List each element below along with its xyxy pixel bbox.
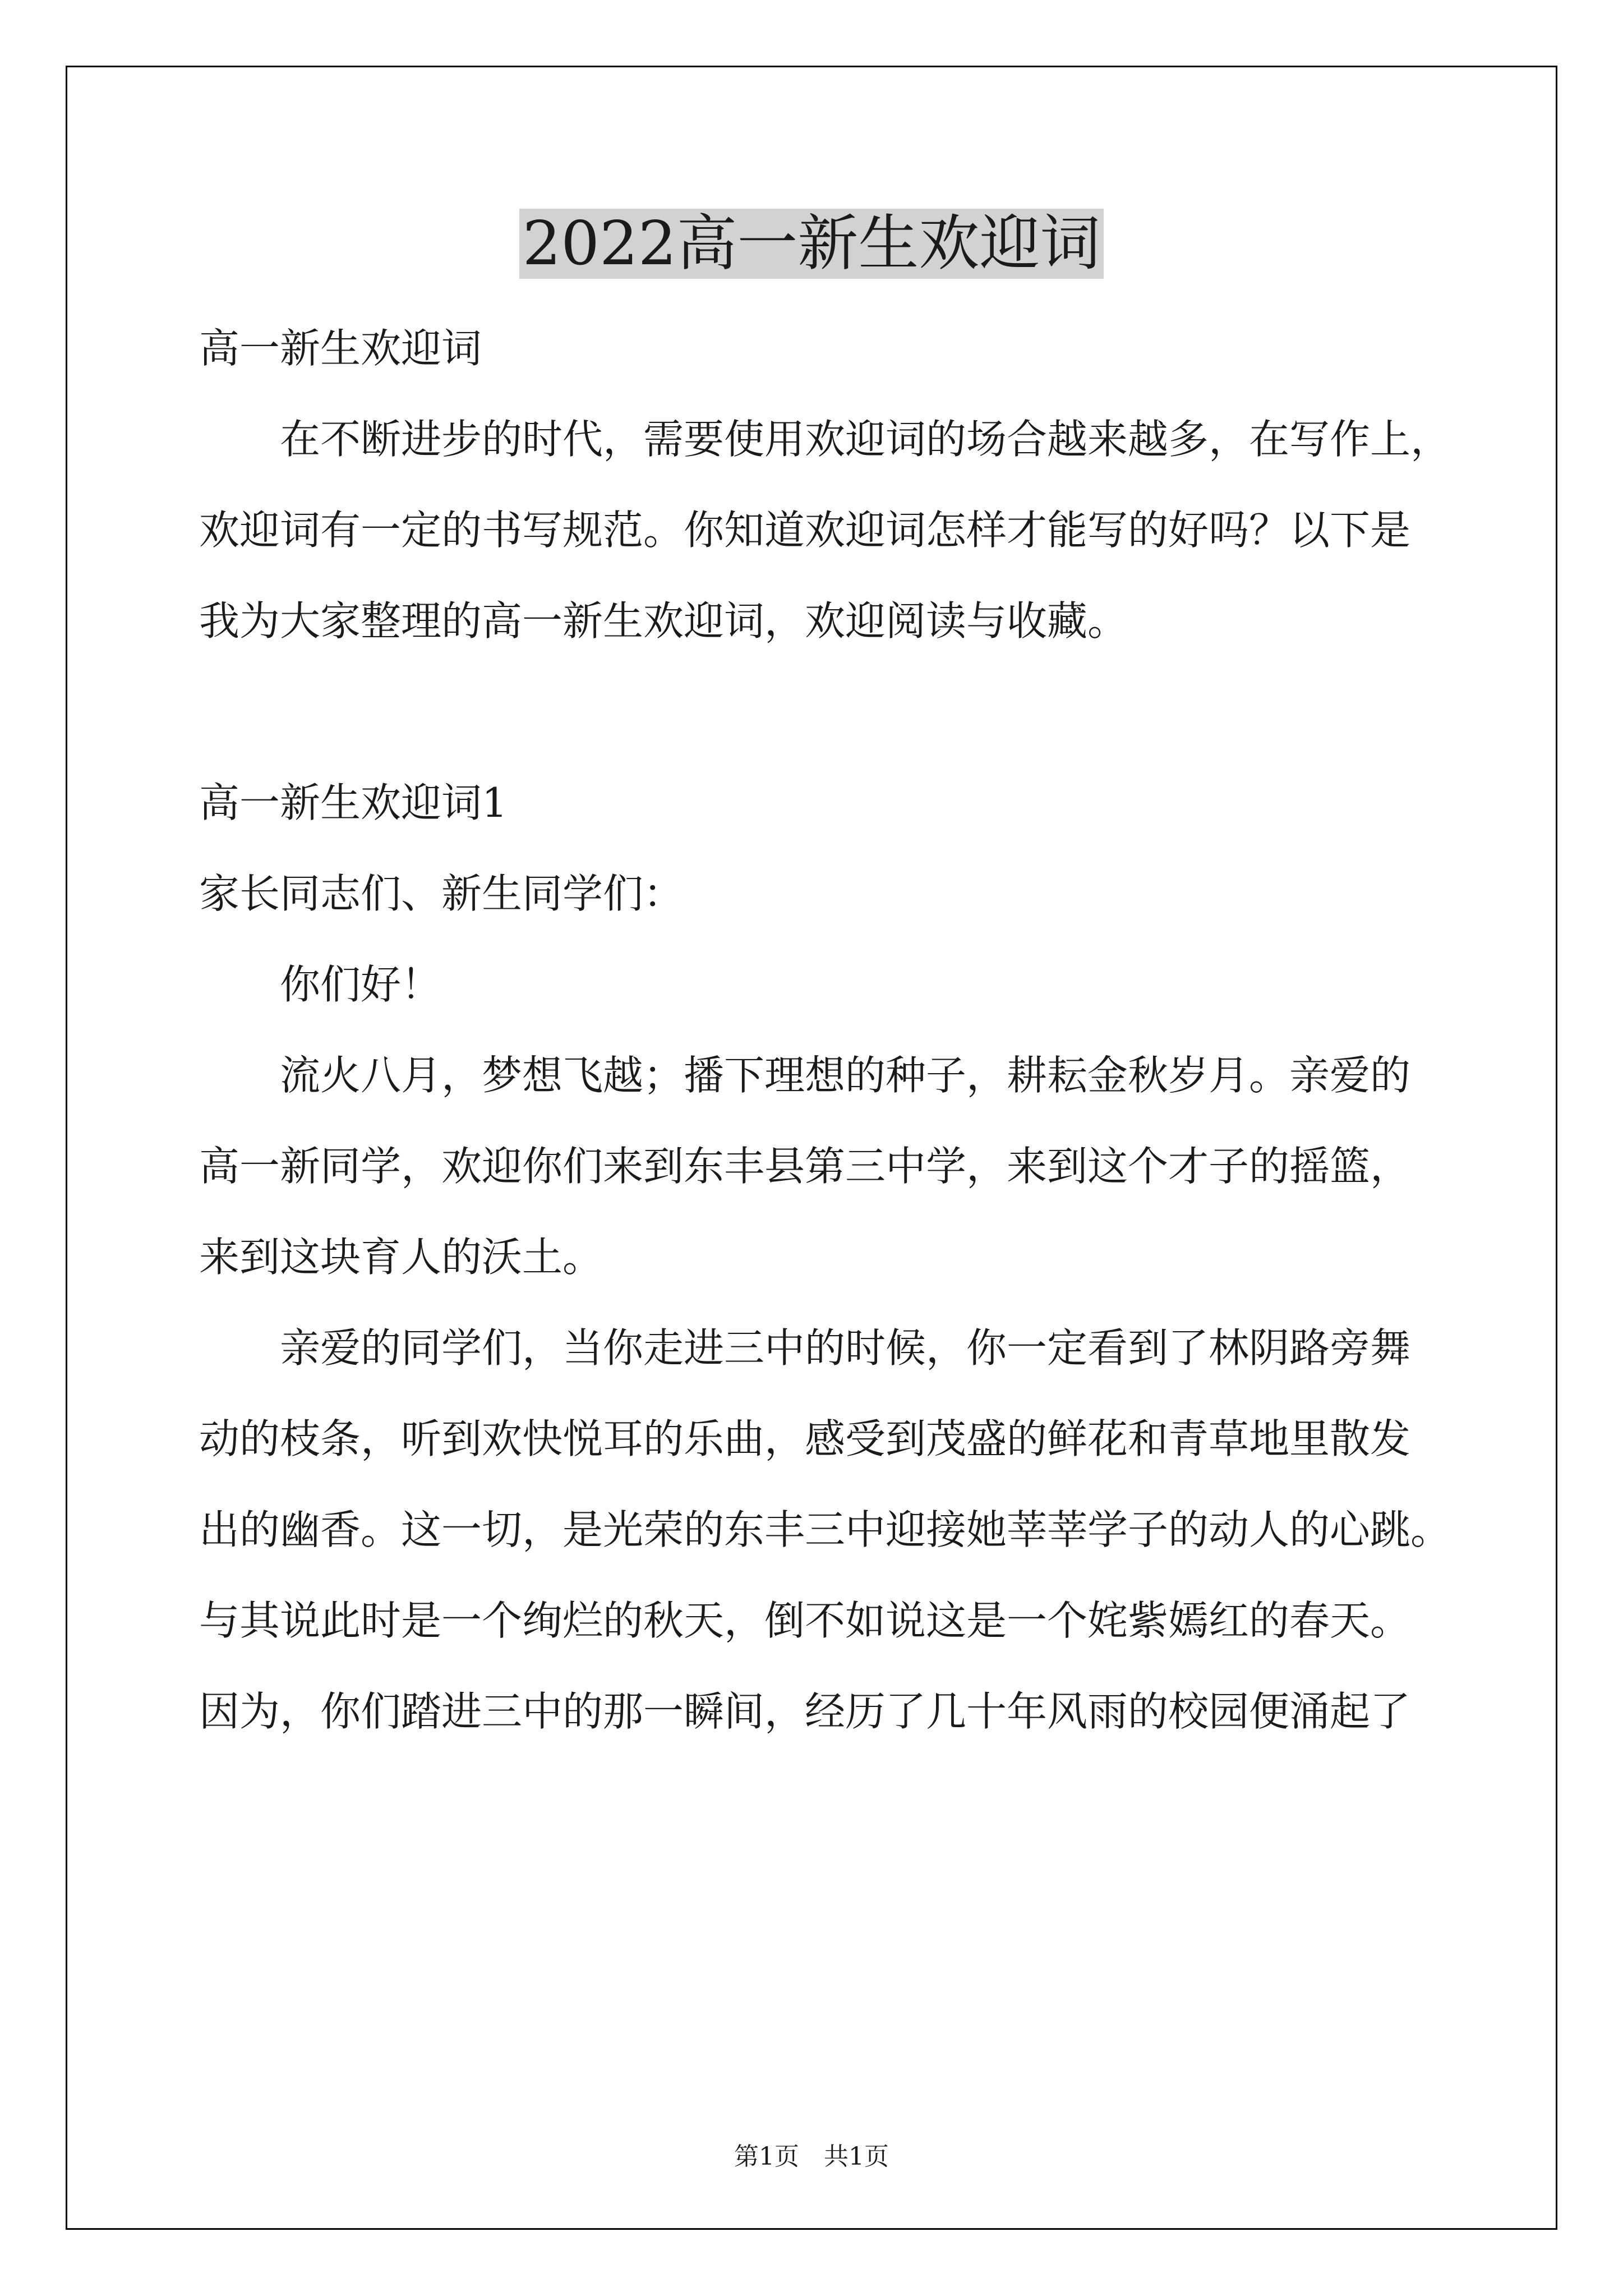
salutation: 家长同志们、新生同学们： xyxy=(199,870,684,917)
intro-line: 欢迎词有一定的书写规范。你知道欢迎词怎样才能写的好吗？以下是 xyxy=(199,507,1411,554)
body-line: 与其说此时是一个绚烂的秋天，倒不如说这是一个姹紫嫣红的春天。 xyxy=(199,1597,1411,1644)
body-line: 高一新同学，欢迎你们来到东丰县第三中学，来到这个才子的摇篮， xyxy=(199,1143,1411,1190)
body-line: 来到这块育人的沃土。 xyxy=(199,1234,603,1281)
speech-heading: 高一新生欢迎词1 xyxy=(199,779,508,826)
body-line: 动的枝条，听到欢快悦耳的乐曲，感受到茂盛的鲜花和青草地里散发 xyxy=(199,1415,1411,1462)
body-line: 流火八月，梦想飞越；播下理想的种子，耕耘金秋岁月。亲爱的 xyxy=(280,1052,1411,1099)
title-highlight: 2022高一新生欢迎词 xyxy=(519,209,1104,279)
document-title xyxy=(0,205,1623,283)
greeting: 你们好！ xyxy=(280,961,442,1008)
intro-line: 我为大家整理的高一新生欢迎词，欢迎阅读与收藏。 xyxy=(199,597,1128,645)
body-line: 亲爱的同学们，当你走进三中的时候，你一定看到了林阴路旁舞 xyxy=(280,1324,1411,1372)
section-heading: 高一新生欢迎词 xyxy=(199,325,482,372)
body-line: 因为，你们踏进三中的那一瞬间，经历了几十年风雨的校园便涌起了 xyxy=(199,1688,1411,1735)
document-body xyxy=(199,303,1451,1757)
blank-line xyxy=(199,666,1433,757)
intro-line: 在不断进步的时代，需要使用欢迎词的场合越来越多，在写作上， xyxy=(280,416,1451,463)
page-number-footer: 第1页 共1页 xyxy=(734,2142,889,2171)
body-line: 出的幽香。这一切，是光荣的东丰三中迎接她莘莘学子的动人的心跳。 xyxy=(199,1506,1451,1553)
